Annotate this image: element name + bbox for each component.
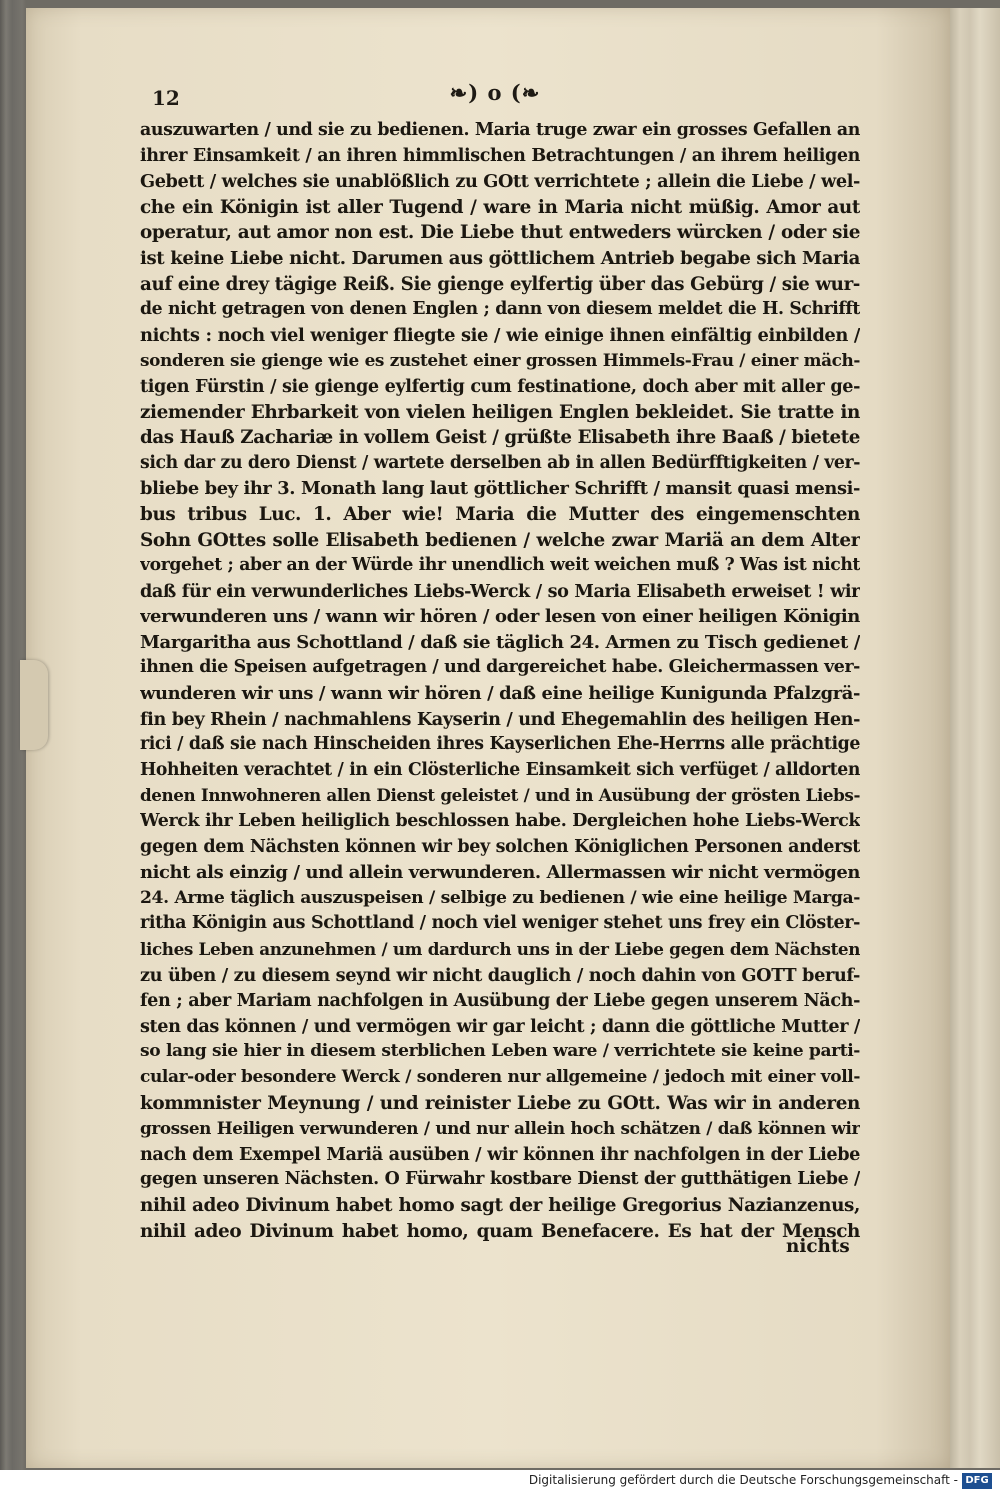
catchword: nichts — [786, 1236, 850, 1257]
text-line: kommnister Meynung / und reinister Liebe zu GOtt. Was wir in anderen — [140, 1092, 860, 1114]
text-line: denen Innwohneren allen Dienst geleistet / und in Ausübung der grösten Liebs- — [140, 785, 860, 806]
text-line: operatur, aut amor non est. Die Liebe thut entweders würcken / oder sie — [140, 222, 860, 244]
text-line: Margaritha aus Schottland / daß sie täglich 24. Armen zu Tisch gedienet / — [140, 631, 860, 653]
funding-notice: Digitalisierung gefördert durch die Deutsche Forschungsgemeinschaft - — [528, 1473, 958, 1487]
text-line: nichts : noch viel weniger fliegte sie / wie einige ihnen einfältig einbilden / — [140, 324, 860, 346]
binding-tab — [20, 660, 48, 750]
header-ornament: ❧) o (❧ — [449, 80, 541, 105]
text-line: so lang sie hier in diesem sterblichen Leben ware / verrichtete sie keine parti- — [140, 1041, 860, 1062]
page-number: 12 — [152, 86, 180, 110]
dfg-logo[interactable]: DFG — [962, 1473, 992, 1489]
text-line: wunderen wir uns / wann wir hören / daß eine heilige Kunigunda Pfalzgrä- — [140, 683, 860, 705]
text-line: de nicht getragen von denen Englen ; dann von diesem meldet die H. Schrifft — [140, 299, 860, 320]
text-line: bus tribus Luc. 1. Aber wie! Maria die Mutter des eingemenschten — [140, 503, 860, 525]
text-line: 24. Arme täglich auszuspeisen / selbige zu bedienen / wie eine heilige Marga- — [140, 887, 860, 908]
footer-bar — [0, 1470, 1000, 1493]
text-line: nicht als einzig / und allein verwunderen. Allermassen wir nicht vermögen — [140, 862, 860, 884]
text-line: fen ; aber Mariam nachfolgen in Ausübung der Liebe gegen unserem Näch- — [140, 990, 860, 1012]
text-line: das Hauß Zachariæ in vollem Geist / grüßte Elisabeth ihre Baaß / bietete — [140, 427, 860, 449]
text-line: Hohheiten verachtet / in ein Clösterliche Einsamkeit sich verfüget / alldorten — [140, 759, 860, 780]
text-line: Sohn GOttes solle Elisabeth bedienen / welche zwar Mariä an dem Alter — [140, 529, 860, 551]
text-line: ritha Königin aus Schottland / noch viel weniger stehet uns frey ein Clöster- — [140, 913, 860, 934]
text-line: auf eine drey tägige Reiß. Sie gienge eylfertig über das Gebürg / sie wur- — [140, 273, 860, 295]
text-line: gegen unseren Nächsten. O Fürwahr kostbare Dienst der gutthätigen Liebe / — [140, 1169, 860, 1190]
text-line: tigen Fürstin / sie gienge eylfertig cum festinatione, doch aber mit aller ge- — [140, 375, 860, 397]
text-line: liches Leben anzunehmen / um dardurch uns in der Liebe gegen dem Nächsten — [140, 939, 860, 959]
text-line: auszuwarten / und sie zu bedienen. Maria truge zwar ein grosses Gefallen an — [140, 120, 860, 140]
text-line: sten das können / und vermögen wir gar leicht ; dann die göttliche Mutter / — [140, 1015, 860, 1037]
text-line: ziemender Ehrbarkeit von vielen heiligen Englen bekleidet. Sie tratte in — [140, 401, 860, 423]
text-line: sonderen sie gienge wie es zustehet einer grossen Himmels-Frau / einer mäch- — [140, 350, 860, 371]
text-line: che ein Königin ist aller Tugend / ware in Maria nicht müßig. Amor aut — [140, 196, 860, 218]
text-line: vorgehet ; aber an der Würde ihr unendlich weit weichen muß ? Was ist nicht — [140, 555, 860, 576]
text-line: nach dem Exempel Mariä ausüben / wir können ihr nachfolgen in der Liebe — [140, 1143, 860, 1165]
page-stack-edge — [950, 8, 1000, 1468]
text-line: rici / daß sie nach Hinscheiden ihres Kayserlichen Ehe-Herrns alle prächtige — [140, 734, 860, 755]
text-line: Gebett / welches sie unablößlich zu GOtt verrichtete ; allein die Liebe / wel- — [140, 171, 860, 193]
body-text — [140, 118, 860, 1244]
text-line: sich dar zu dero Dienst / wartete derselben ab in allen Bedürfftigkeiten / ver- — [140, 452, 860, 473]
text-line: ist keine Liebe nicht. Darumen aus göttlichem Antrieb begabe sich Maria — [140, 247, 860, 269]
text-line: ihnen die Speisen aufgetragen / und dargereichet habe. Gleichermassen ver- — [140, 657, 860, 678]
text-line: nihil adeo Divinum habet homo sagt der heilige Gregorius Nazianzenus, — [140, 1194, 860, 1216]
text-line: fin bey Rhein / nachmahlens Kayserin / und Ehegemahlin des heiligen Hen- — [140, 708, 860, 730]
text-line: zu üben / zu diesem seynd wir nicht dauglich / noch dahin von GOTT beruf- — [140, 964, 860, 986]
text-line: grossen Heiligen verwunderen / und nur allein hoch schätzen / daß können wir — [140, 1118, 860, 1139]
text-line: verwunderen uns / wann wir hören / oder lesen von einer heiligen Königin — [140, 606, 860, 628]
text-line: bliebe bey ihr 3. Monath lang laut göttlicher Schrifft / mansit quasi mensi- — [140, 478, 860, 500]
text-line: Werck ihr Leben heiliglich beschlossen habe. Dergleichen hohe Liebs-Werck — [140, 811, 860, 832]
text-line: cular-oder besondere Werck / sonderen nur allgemeine / jedoch mit einer voll- — [140, 1066, 860, 1087]
text-line: nihil adeo Divinum habet homo, quam Benefacere. Es hat der Mensch — [140, 1220, 860, 1242]
text-line: ihrer Einsamkeit / an ihren himmlischen Betrachtungen / an ihrem heiligen — [140, 145, 860, 166]
text-line: gegen dem Nächsten können wir bey solchen Königlichen Personen anderst — [140, 836, 860, 857]
text-line: daß für ein verwunderliches Liebs-Werck / so Maria Elisabeth erweiset ! wir — [140, 580, 860, 602]
